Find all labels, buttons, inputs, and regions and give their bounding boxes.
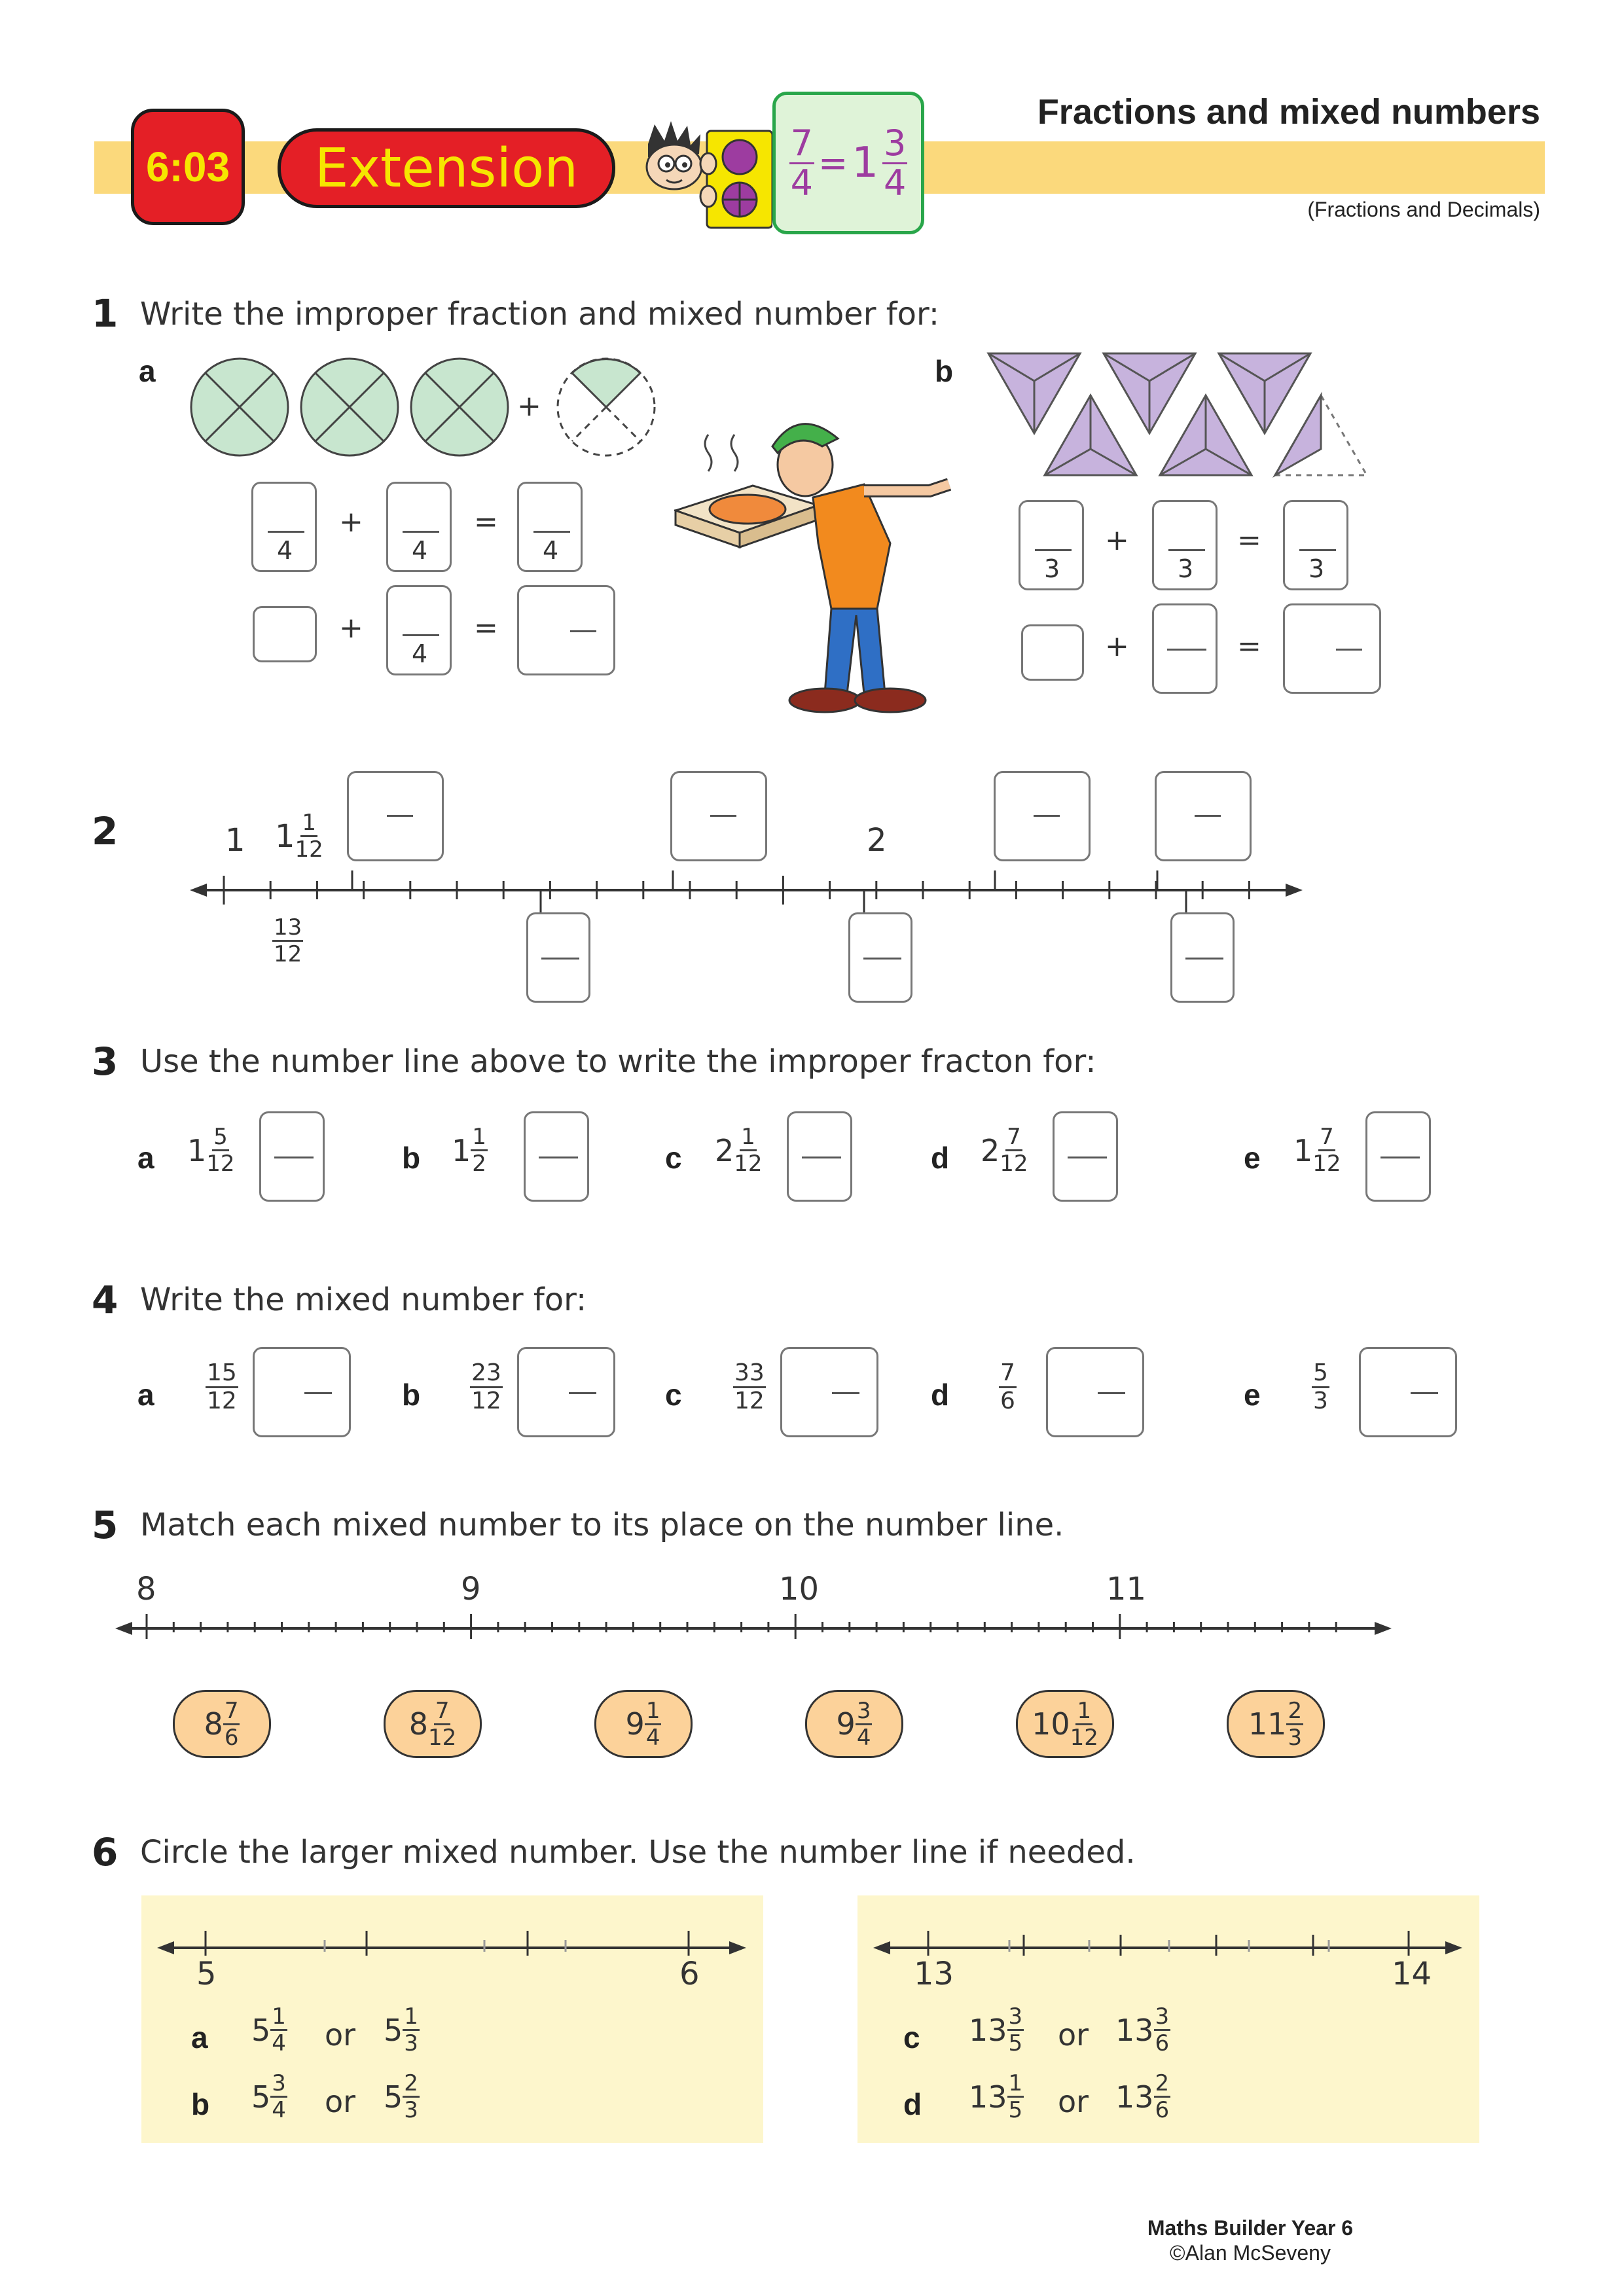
triangles-diagram: [982, 347, 1388, 478]
page-title: Fractions and mixed numbers: [1037, 92, 1540, 132]
footer-book-title: Maths Builder Year 6: [1147, 2216, 1354, 2240]
q1a-letter: a: [139, 354, 156, 388]
q6-right-start: 13: [914, 1956, 954, 1992]
q5-mixed-number-pill[interactable]: 11 $\frac{2}{3}$: [1227, 1690, 1325, 1758]
q4-improper-fraction: $\frac{23}{12}$: [471, 1359, 501, 1414]
q5-text: Match each mixed number to its place on the number line.: [140, 1507, 1064, 1543]
q6-letter: c: [903, 2020, 920, 2054]
q6-or-label: or: [325, 2017, 356, 2053]
q3-letter: e: [1244, 1141, 1261, 1175]
q4-number: 4: [92, 1278, 118, 1322]
q5-tick-10: 10: [779, 1571, 820, 1607]
q6-right-end: 14: [1392, 1956, 1432, 1992]
plus-sign: +: [1105, 524, 1129, 557]
q5-mixed-number-pill[interactable]: 10 $\frac{1}{12}$: [1016, 1690, 1114, 1758]
q4-letter: a: [137, 1378, 154, 1412]
q3-letter: b: [402, 1141, 421, 1175]
q4-improper-fraction: $\frac{15}{12}$: [207, 1359, 237, 1414]
equals-sign: =: [474, 611, 498, 645]
q1a-answer-box-3[interactable]: 4: [517, 482, 583, 572]
q2-box-top-1[interactable]: [347, 771, 444, 861]
q5-number: 5: [92, 1503, 118, 1547]
q1a-answer-box-1[interactable]: 4: [251, 482, 317, 572]
q6-mixed-number-option[interactable]: 13 $\frac{3}{5}$: [969, 2003, 1023, 2056]
q2-label-13-12: $\frac{13}{12}$: [274, 914, 302, 967]
q4-improper-fraction: $\frac{5}{3}$: [1313, 1359, 1328, 1414]
q6-left-start: 5: [196, 1956, 217, 1992]
q6-mixed-number-option[interactable]: 5 $\frac{1}{4}$: [251, 2003, 286, 2056]
q4-letter: e: [1244, 1378, 1261, 1412]
q3-mixed-number: 2 $\frac{1}{12}$: [715, 1124, 763, 1177]
q1b-answer-box-4[interactable]: [1152, 603, 1218, 694]
footer-copyright: ©Alan McSeveny: [1170, 2241, 1331, 2265]
q3-answer-box[interactable]: [1053, 1111, 1118, 1202]
q6-mixed-number-option[interactable]: 5 $\frac{2}{3}$: [384, 2070, 418, 2123]
q6-mixed-number-option[interactable]: 5 $\frac{3}{4}$: [251, 2070, 286, 2123]
q1a-whole-box[interactable]: [253, 606, 317, 662]
extension-badge: Extension: [278, 128, 615, 208]
q4-letter: c: [665, 1378, 682, 1412]
q2-box-top-4[interactable]: [1155, 771, 1252, 861]
q1a-plus: +: [517, 389, 541, 423]
q6-letter: b: [191, 2087, 210, 2121]
q4-answer-box[interactable]: [253, 1347, 351, 1437]
q5-tick-11: 11: [1106, 1571, 1147, 1607]
q2-box-bottom-2[interactable]: [848, 912, 912, 1003]
q2-label-1-1-12: 1 $\frac{1}{12}$: [275, 810, 323, 863]
example-equation: $\frac{7}{4}$ = 1 $\frac{3}{4}$: [772, 92, 924, 234]
q3-letter: c: [665, 1141, 682, 1175]
q3-answer-box[interactable]: [259, 1111, 325, 1202]
q5-mixed-number-pill[interactable]: 8 $\frac{7}{12}$: [384, 1690, 482, 1758]
q6-mixed-number-option[interactable]: 13 $\frac{3}{6}$: [1115, 2003, 1170, 2056]
q1a-answer-box-2[interactable]: 4: [386, 482, 452, 572]
equals-sign: =: [1237, 630, 1261, 663]
quarter-circles-diagram: [187, 353, 659, 465]
equals-sign: =: [474, 505, 498, 539]
equals-sign: =: [1237, 524, 1261, 557]
q6-or-label: or: [325, 2084, 356, 2119]
q2-box-bottom-3[interactable]: [1170, 912, 1235, 1003]
q4-letter: b: [402, 1378, 421, 1412]
q6-left-number-line: [157, 1926, 746, 1965]
q2-box-bottom-1[interactable]: [526, 912, 590, 1003]
q2-box-top-3[interactable]: [994, 771, 1091, 861]
q3-letter: a: [137, 1141, 154, 1175]
q3-letter: d: [931, 1141, 950, 1175]
plus-sign: +: [339, 611, 363, 645]
q5-mixed-number-pill[interactable]: 9 $\frac{1}{4}$: [594, 1690, 693, 1758]
q5-mixed-number-pill[interactable]: 8 $\frac{7}{6}$: [173, 1690, 271, 1758]
q6-or-label: or: [1058, 2084, 1089, 2119]
plus-sign: +: [1105, 630, 1129, 663]
q3-text: Use the number line above to write the improper fracton for:: [140, 1043, 1096, 1080]
q1-number: 1: [92, 291, 118, 336]
page-subtitle: (Fractions and Decimals): [1307, 198, 1540, 221]
q3-answer-box[interactable]: [1365, 1111, 1431, 1202]
q2-number: 2: [92, 809, 118, 853]
q4-text: Write the mixed number for:: [140, 1282, 587, 1318]
q4-letter: d: [931, 1378, 950, 1412]
section-code-badge: 6:03: [131, 109, 245, 225]
q1a-mixed-box[interactable]: [517, 585, 615, 675]
q1a-answer-box-4[interactable]: 4: [386, 585, 452, 675]
q5-mixed-number-pill[interactable]: 9 $\frac{3}{4}$: [805, 1690, 903, 1758]
q1b-answer-box-1[interactable]: 3: [1019, 500, 1084, 590]
q3-number: 3: [92, 1039, 118, 1084]
q5-tick-8: 8: [136, 1571, 156, 1607]
q6-mixed-number-option[interactable]: 5 $\frac{1}{3}$: [384, 2003, 418, 2056]
q1b-answer-box-3[interactable]: 3: [1283, 500, 1348, 590]
q6-right-panel: [857, 1895, 1479, 2143]
peeking-cartoon-icon: [628, 118, 772, 229]
q6-left-end: 6: [679, 1956, 700, 1992]
q4-answer-box[interactable]: [780, 1347, 878, 1437]
q3-answer-box[interactable]: [787, 1111, 852, 1202]
q4-improper-fraction: $\frac{7}{6}$: [1000, 1359, 1015, 1414]
q1b-letter: b: [935, 354, 954, 388]
q3-mixed-number: 1 $\frac{1}{2}$: [452, 1124, 486, 1177]
q1b-mixed-box[interactable]: [1283, 603, 1381, 694]
q6-number: 6: [92, 1830, 118, 1874]
q6-or-label: or: [1058, 2017, 1089, 2053]
q6-letter: a: [191, 2020, 208, 2054]
q2-label-1: 1: [225, 822, 245, 859]
q6-mixed-number-option[interactable]: 13 $\frac{2}{6}$: [1115, 2070, 1170, 2123]
pizza-delivery-cartoon-icon: [674, 412, 962, 720]
q2-box-top-2[interactable]: [670, 771, 767, 861]
plus-sign: +: [339, 505, 363, 539]
q4-answer-box[interactable]: [517, 1347, 615, 1437]
q6-right-number-line: [873, 1926, 1462, 1965]
q5-number-line: [115, 1609, 1392, 1648]
q5-tick-9: 9: [461, 1571, 481, 1607]
q4-answer-box[interactable]: [1359, 1347, 1457, 1437]
q2-label-2: 2: [867, 822, 887, 859]
q6-mixed-number-option[interactable]: 13 $\frac{1}{5}$: [969, 2070, 1023, 2123]
q6-letter: d: [903, 2087, 922, 2121]
q2-number-line: [190, 870, 1303, 923]
q1b-whole-box[interactable]: [1021, 624, 1084, 681]
q3-answer-box[interactable]: [524, 1111, 589, 1202]
q4-improper-fraction: $\frac{33}{12}$: [734, 1359, 765, 1414]
q6-text: Circle the larger mixed number. Use the number line if needed.: [140, 1834, 1136, 1871]
q1-text: Write the improper fraction and mixed number for:: [140, 296, 940, 332]
q3-mixed-number: 1 $\frac{5}{12}$: [187, 1124, 235, 1177]
q6-left-panel: [141, 1895, 763, 2143]
q1b-answer-box-2[interactable]: 3: [1152, 500, 1218, 590]
q4-answer-box[interactable]: [1046, 1347, 1144, 1437]
q3-mixed-number: 1 $\frac{7}{12}$: [1293, 1124, 1341, 1177]
q3-mixed-number: 2 $\frac{7}{12}$: [981, 1124, 1028, 1177]
